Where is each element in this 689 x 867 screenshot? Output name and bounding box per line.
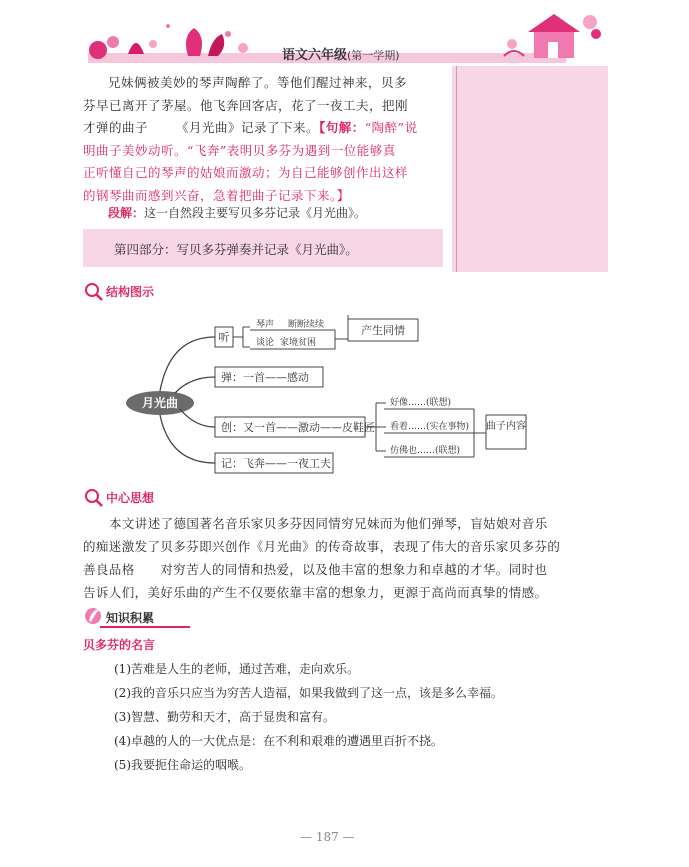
magnifier-icon: [84, 282, 104, 302]
paragraph-explanation: 段解：这一自然段主要写贝多芬记录《月光曲》。: [108, 206, 367, 220]
passage-line-2: 芬早已离开了茅屋。他飞奔回客店，花了一夜工夫，把刚: [83, 97, 409, 113]
quote-item: (5)我要扼住命运的咽喉。: [114, 758, 251, 772]
mind-map-chuang: 创：又一首——激动——皮鞋匠: [221, 421, 375, 434]
central-idea-heading: 中心思想: [106, 491, 155, 505]
passage: [83, 72, 443, 207]
passage-line-3: 才弹的曲子 《月光曲》记录了下来。【句解：“陶醉”说: [83, 120, 418, 135]
header-flower-decoration-left: [78, 14, 258, 64]
structure-heading: 结构图示: [106, 285, 155, 299]
page-number: — 187 —: [300, 830, 355, 844]
magnifier-icon: [84, 488, 104, 508]
quote-item: (4)卓越的人的一大优点是：在不利和艰难的遭遇里百折不挠。: [114, 734, 444, 748]
quotes-subheading: 贝多芬的名言: [83, 638, 156, 652]
mind-map-ting: 听: [218, 331, 230, 344]
passage-note-line-6: 的钢琴曲而感到兴奋，急着把曲子记录下来。】: [83, 187, 350, 203]
header-house-decoration-right: [500, 8, 610, 64]
mind-map-center-label: 月光曲: [141, 396, 179, 410]
sidebar-divider: [456, 66, 457, 272]
part-four-text: 第四部分：写贝多芬弹奏并记录《月光曲》。: [114, 242, 358, 257]
svg-text:看着……(实在事物): 看着……(实在事物): [390, 422, 470, 432]
quote-item: (3)智慧、勤劳和天才，高于显贵和富有。: [114, 710, 335, 724]
passage-note-line-4: 明曲子美妙动听。“飞奔”表明贝多芬为遇到一位能够真: [83, 142, 396, 158]
knowledge-heading: 知识积累: [106, 611, 155, 625]
svg-text:仿佛也……(联想): 仿佛也……(联想): [390, 446, 461, 456]
svg-text:好像……(联想): 好像……(联想): [390, 398, 452, 408]
quote-item: (1)苦难是人生的老师，通过苦难，走向欢乐。: [114, 662, 359, 676]
svg-text:琴声: 琴声: [256, 320, 275, 330]
notes-sidebar: [452, 66, 608, 272]
svg-text:家境贫困: 家境贫困: [280, 338, 317, 348]
central-idea-body: 本文讲述了德国著名音乐家贝多芬因同情穷兄妹而为他们弹琴，盲姑娘对音乐 的痴迷激发了贝多芬即兴创作《月光曲》的传奇故事，表现了伟大的音乐家贝多芬的 善良品格 对穷苦人的同情和热爱，以及他丰富的想象力和卓越的才华。同时也 告诉人们，美好乐曲的产生不仅要依靠丰富的想象力，更源于高尚而真挚的情感。: [83, 516, 561, 600]
structure-mind-map: [120, 305, 590, 480]
quill-icon: [84, 606, 104, 626]
mind-map-ji: 记：飞奔——一夜工夫: [221, 457, 331, 470]
knowledge-underline: [100, 626, 190, 628]
mind-map-result: 产生同情: [361, 324, 405, 337]
mind-map-tan: 弹：一首——感动: [221, 371, 309, 384]
mind-map-content: 曲子内容: [486, 421, 526, 432]
header-title: 语文六年级(第一学期): [282, 48, 400, 63]
svg-text:断断续续: 断断续续: [288, 320, 325, 330]
quote-item: (2)我的音乐只应当为穷苦人造福，如果我做到了这一点，该是多么幸福。: [114, 686, 504, 700]
passage-line-1: 兄妹俩被美妙的琴声陶醉了。等他们醒过神来，贝多: [108, 75, 408, 90]
svg-text:谈论: 谈论: [256, 338, 275, 348]
passage-note-line-5: 正听懂自己的琴声的姑娘而激动；为自己能够创作出这样: [83, 165, 409, 180]
